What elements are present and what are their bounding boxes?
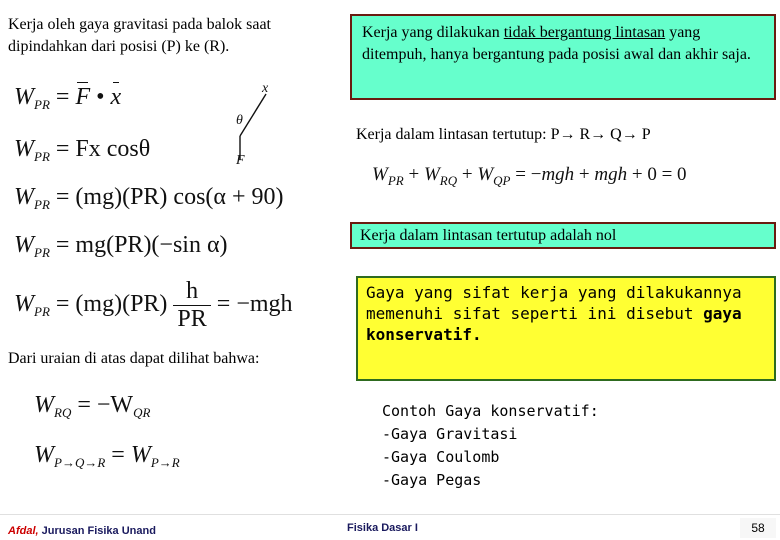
force-displacement-diagram: [228, 78, 288, 168]
equation-work-cos: $W_{PR} = Fx$ cosθ: [14, 136, 151, 164]
path-independence-box: [350, 14, 776, 100]
closed-path-zero-box: Kerja dalam lintasan tertutup adalah nol: [350, 222, 776, 249]
eq2-rhs: = Fx cosθ: [55, 136, 151, 162]
course-name: Fisika Dasar I: [347, 522, 418, 534]
box3-bold: gaya konservatif.: [366, 304, 742, 344]
equation-work-dot-product: $W_{PR} = F$ • x: [14, 84, 122, 112]
box3-text: Gaya yang sifat kerja yang dilakukannya memenuhi sifat seperti ini disebut: [366, 283, 742, 323]
diagram-x-label: x: [262, 81, 269, 96]
equation-work-path-independence: $W_{P\to Q\to R} = W_{P\to R}$: [34, 442, 180, 470]
footer-author: [8, 525, 156, 537]
box1-underlined: tidak bergantung lintasan: [503, 24, 666, 41]
eq5-numerator: h: [173, 278, 210, 306]
eq5-denominator: PR: [177, 306, 207, 332]
box1-prefix: Kerja yang dilakukan: [362, 24, 504, 41]
diagram-theta-label: θ: [236, 113, 243, 128]
footer-divider: [0, 514, 780, 515]
conservative-force-definition-box: [356, 276, 776, 381]
eq3-rhs: = (mg)(PR) cos(α + 90): [55, 184, 284, 210]
diagram-f-label: F: [236, 153, 245, 168]
example-item: -Gaya Pegas: [382, 471, 482, 489]
eq5-lhs: = (mg)(PR): [55, 291, 168, 318]
department-name: Jurusan Fisika Unand: [41, 525, 156, 537]
closed-path-equation: $W_{PR} + W_{RQ} + W_{QP} = -mgh$ + mgh + 0 = 0: [372, 164, 687, 188]
page-number: 58: [740, 518, 776, 538]
conservative-examples: [382, 400, 599, 492]
example-item: -Gaya Gravitasi: [382, 425, 518, 443]
box1-suffix: yang ditempuh, hanya bergantung pada posisi awal dan akhir saja.: [362, 24, 751, 63]
eq4-rhs: = mg(PR)(−sin α): [55, 232, 228, 258]
equation-work-mgh: $W_{PR} = (mg)(PR)$ $\frac{h}{PR}$ = −mgh: [14, 278, 293, 332]
author-name: Afdal,: [8, 525, 39, 537]
equation-work-mg-sin: $W_{PR} = mg(PR)(-\sin$ α): [14, 232, 228, 260]
equation-work-mg-cos: $W_{PR} = (mg)(PR) \cos(\alpha + 90)$: [14, 184, 284, 212]
example-item: -Gaya Coulomb: [382, 448, 500, 466]
eq5-fraction: [173, 278, 210, 333]
conclusion-intro: Dari uraian di atas dapat dilihat bahwa:: [8, 350, 260, 367]
equation-work-symmetry: $W_{RQ} = -W_{QR}$: [34, 392, 151, 420]
intro-text: Kerja oleh gaya gravitasi pada balok saat dipindahkan dari posisi (P) ke (R).: [8, 16, 271, 55]
examples-title: Contoh Gaya konservatif:: [382, 402, 599, 420]
closed-path-label: Kerja dalam lintasan tertutup: P→ R→ Q→ P: [356, 126, 651, 143]
eq5-rhs: = −mgh: [216, 291, 293, 318]
eq6-rhs: = −W: [77, 392, 134, 418]
